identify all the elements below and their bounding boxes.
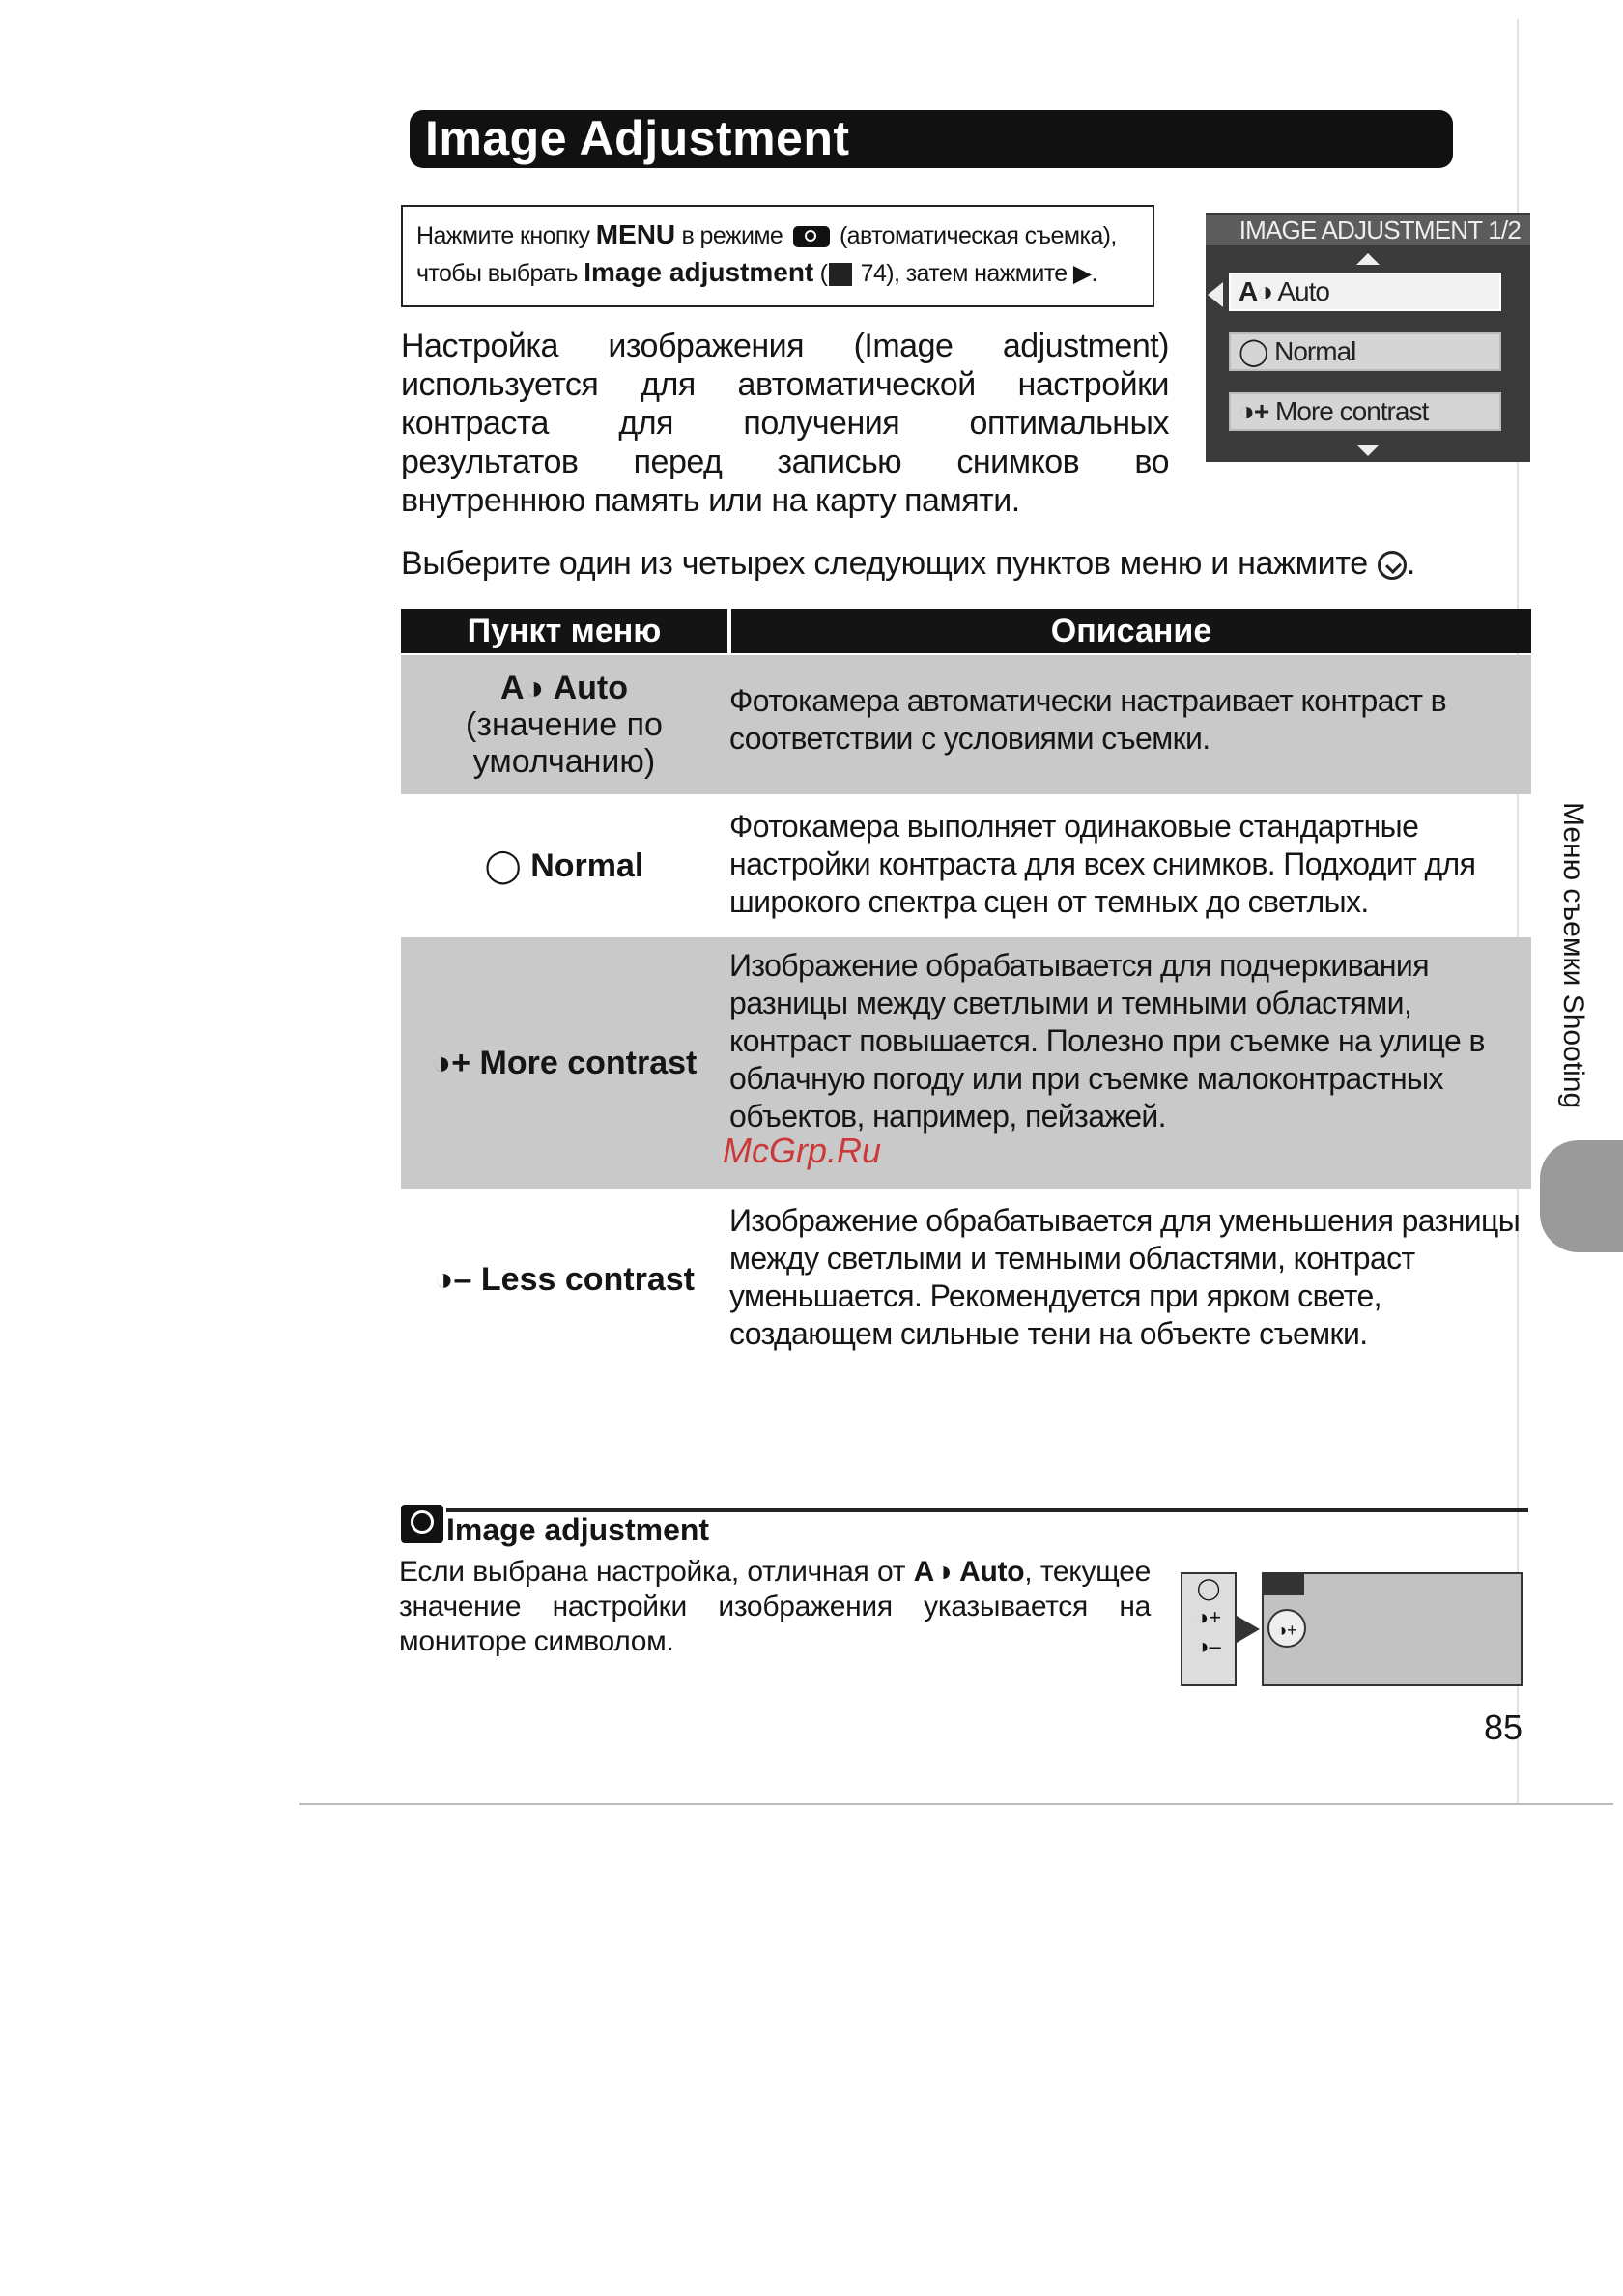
row-name-cell: A◑ Auto (значение по умолчанию) <box>466 670 663 780</box>
row-name-cell: ◯ Normal <box>484 847 644 884</box>
row-description: Изображение обрабатывается для подчеркивания разницы между светлыми и темными областями, контраст повышается. Полезно при съемке на улице в облачную погоду или при съемке малоконтрастных объектов, например, пейзажей. <box>729 948 1485 1134</box>
note-magnifier-icon <box>401 1505 443 1543</box>
monitor-camera-icon <box>1262 1572 1304 1595</box>
auto-symbol-icon: A◑ <box>500 670 545 706</box>
side-section-tab <box>1540 1140 1623 1252</box>
intro-paragraph: Настройка изображения (Image adjustment) используется для автоматической настройки контраста для получения оптимальных результатов перед записью снимков во внутреннюю память или на карту памяти. <box>401 328 1169 519</box>
row-description: Фотокамера автоматически настраивает контраст в соответствии с условиями съемки. <box>729 683 1447 756</box>
monitor-contrast-badge: ◑+ <box>1267 1609 1306 1648</box>
side-section-label: Меню съемки Shooting <box>1557 802 1589 1109</box>
mini-more-contrast-icon: ◑+ <box>1195 1605 1222 1629</box>
note-body: Если выбрана настройка, отличная от A◑ Auto, текущее значение настройки изображения указывается на мониторе символом. <box>399 1556 1151 1657</box>
table-header-description: Описание <box>731 609 1531 653</box>
bottom-rule <box>299 1803 1613 1805</box>
table-row-auto <box>401 655 1531 794</box>
lcd-item-normal: ◯ Normal <box>1229 332 1501 371</box>
page-reference-icon <box>829 263 852 286</box>
more-contrast-symbol-icon: ◑+ <box>431 1045 471 1081</box>
table-header-item: Пункт меню <box>401 609 727 653</box>
camera-mode-icon <box>793 226 830 247</box>
monitor-symbol-list <box>1181 1572 1237 1686</box>
table-row-more-contrast <box>401 937 1531 1189</box>
less-contrast-symbol-icon: ◑– <box>434 1261 472 1298</box>
default-note: (значение по умолчанию) <box>466 706 663 780</box>
lcd-up-arrow-icon <box>1356 253 1380 265</box>
lcd-left-arrow-icon <box>1208 282 1223 307</box>
lcd-down-arrow-icon <box>1356 445 1380 456</box>
instruction-box <box>401 205 1154 307</box>
row-name-cell: ◑+ More contrast <box>431 1045 698 1081</box>
instruction-line-2: чтобы выбрать Image adjustment ( 74), затем нажмите ▶. <box>416 257 1097 287</box>
watermark: McGrp.Ru <box>723 1131 882 1170</box>
row-name-cell: ◑– Less contrast <box>434 1261 695 1298</box>
table-row-less-contrast <box>401 1192 1531 1366</box>
menu-item-label: Image adjustment <box>584 257 814 287</box>
mini-normal-icon: ◯ <box>1196 1576 1221 1600</box>
lcd-item-auto: A◑ Auto <box>1229 273 1501 311</box>
mini-less-contrast-icon: ◑– <box>1196 1634 1221 1658</box>
table-row-normal <box>401 798 1531 933</box>
note-title: Image adjustment <box>446 1512 710 1547</box>
pointer-arrow-icon <box>1237 1616 1260 1643</box>
ok-button-icon <box>1378 551 1407 580</box>
page-title: Image Adjustment <box>425 111 850 165</box>
page-number: 85 <box>1484 1708 1523 1747</box>
select-prompt: Выберите один из четырех следующих пунктов меню и нажмите . <box>401 545 1416 582</box>
row-description: Фотокамера выполняет одинаковые стандартные настройки контраста для всех снимков. Подходит для широкого спектра сцен от темных до светлых. <box>729 809 1476 919</box>
normal-symbol-icon: ◯ <box>484 847 522 884</box>
lcd-menu-title: IMAGE ADJUSTMENT 1/2 <box>1206 215 1530 245</box>
instruction-line-1: Нажмите кнопку MENU в режиме (автоматическая съемка), <box>416 219 1117 249</box>
menu-key-label: MENU <box>595 219 676 249</box>
lcd-item-more-contrast: ◑+ More contrast <box>1229 392 1501 431</box>
row-description: Изображение обрабатывается для уменьшения разницы между светлыми и темными областями, контраст уменьшается. Рекомендуется при ярком свете, создающем сильные тени на объекте съемки. <box>729 1203 1521 1351</box>
